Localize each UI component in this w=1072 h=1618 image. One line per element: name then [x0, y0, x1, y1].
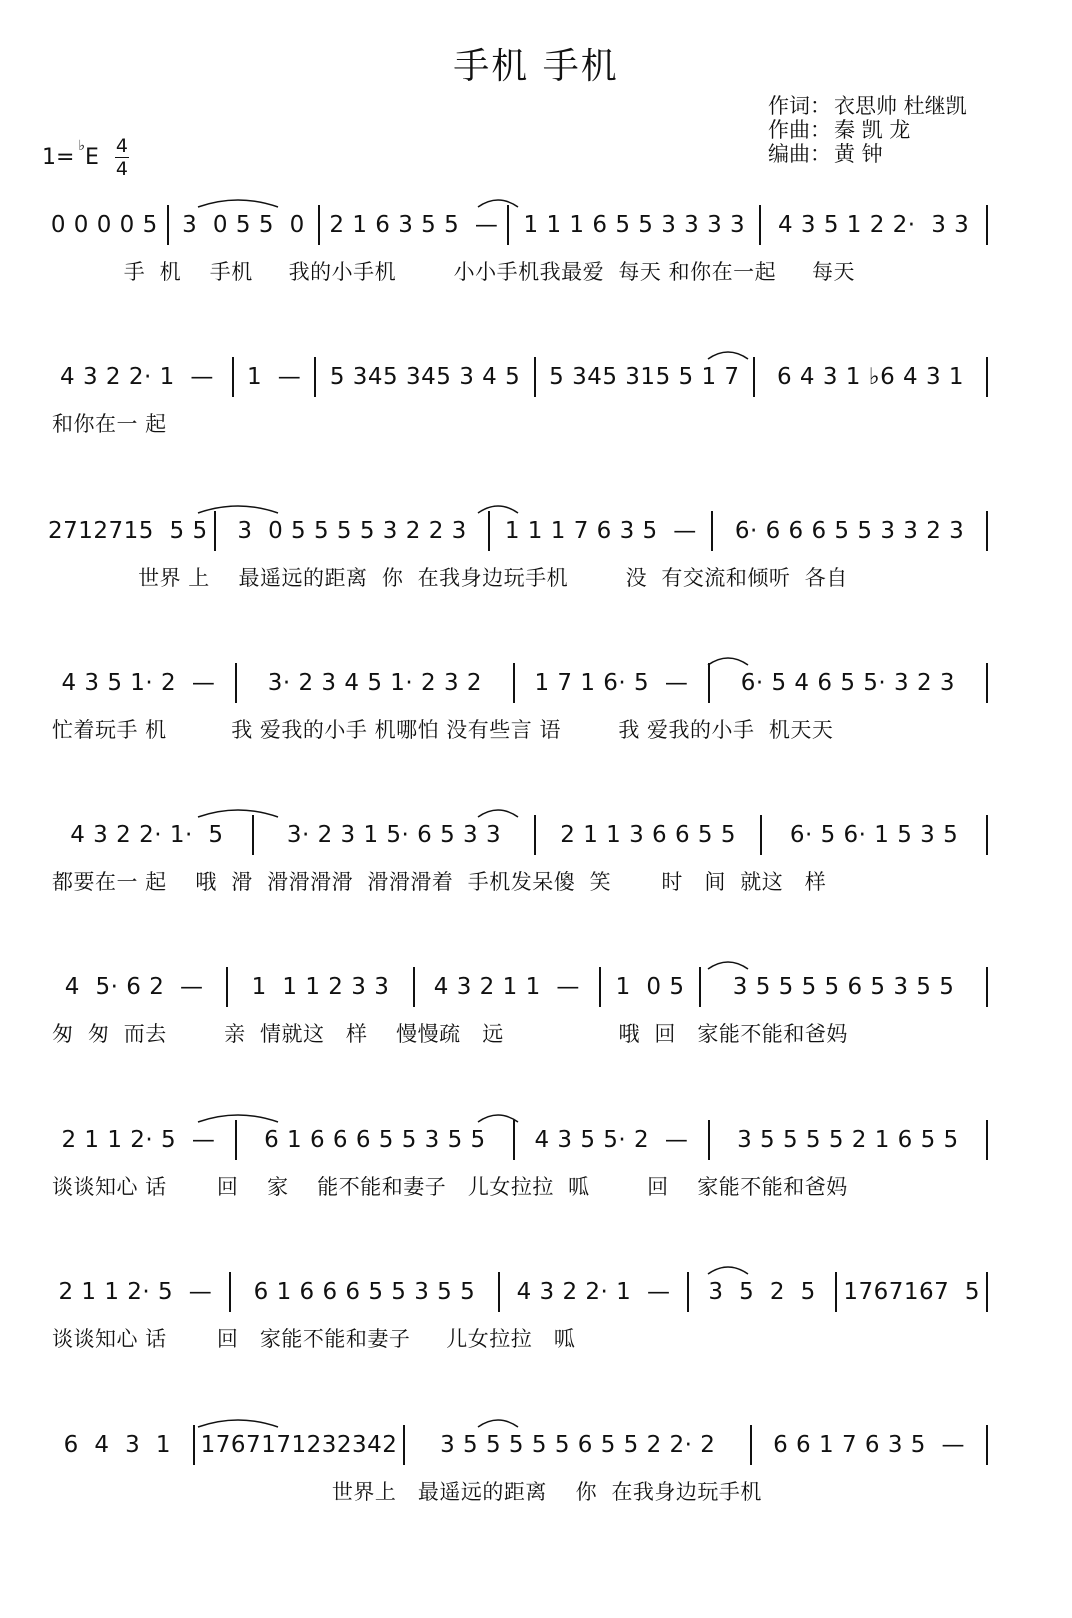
- measure: [48, 1120, 237, 1160]
- measure-notes: 1 1 1 6 5 5 3 3 3 3: [523, 212, 746, 238]
- measure: [837, 1272, 988, 1312]
- measure-notes: 6 4 3 1: [63, 1432, 172, 1458]
- notation-row: [48, 511, 988, 551]
- measure-notes: 3 0 5 5 5 5 3 2 2 3: [237, 518, 467, 544]
- measure: [701, 967, 988, 1007]
- measure-notes: 4 3 2 2· 1 —: [60, 364, 214, 390]
- measure: [316, 357, 535, 397]
- measure: [48, 357, 234, 397]
- score-system: [48, 205, 1040, 301]
- measure-notes: 6· 6 6 6 5 5 3 3 2 3: [734, 518, 965, 544]
- measure: [536, 357, 755, 397]
- key-signature: [42, 136, 129, 179]
- measure-notes: 6· 5 6· 1 5 3 5: [789, 822, 959, 848]
- measure-notes: 0 0 0 0 5: [50, 212, 158, 238]
- time-denominator: 4: [115, 158, 128, 180]
- credit-arranger: [768, 142, 998, 166]
- lyrics-line: 谈谈知心 话 回 家 能不能和妻子 儿女拉拉 呱 回 家能不能和爸妈: [52, 1175, 848, 1199]
- measure: [761, 205, 988, 245]
- notation-row: [48, 205, 988, 245]
- measure-notes: 4 3 2 2· 1 —: [516, 1279, 671, 1305]
- measure-notes: 2712715 5 5: [48, 518, 208, 544]
- notation-row: [48, 663, 988, 703]
- measure-notes: 3 5 5 5 5 6 5 3 5 5: [732, 974, 955, 1000]
- measure: [500, 1272, 689, 1312]
- measure: [48, 1272, 231, 1312]
- measure: [320, 205, 509, 245]
- measure-notes: 3· 2 3 4 5 1· 2 3 2: [267, 670, 483, 696]
- measure-notes: 3 5 2 5: [708, 1279, 816, 1305]
- measure: [237, 1120, 515, 1160]
- measure-notes: 2 1 6 3 5 5 —: [329, 212, 499, 238]
- key-prefix: 1=: [42, 145, 75, 170]
- lyrics-line: 匆 匆 而去 亲 情就这 样 慢慢疏 远 哦 回 家能不能和爸妈: [52, 1022, 848, 1046]
- notation-row: [48, 1425, 988, 1465]
- song-title: 手机 手机: [453, 46, 619, 87]
- measure-notes: 4 3 5 1 2 2· 3 3: [777, 212, 970, 238]
- measure-notes: 1767167 5: [843, 1279, 981, 1305]
- measure-notes: 3 5 5 5 5 5 6 5 5 2 2· 2: [440, 1432, 716, 1458]
- lyrics-line: 谈谈知心 话 回 家能不能和妻子 儿女拉拉 呱: [52, 1327, 576, 1351]
- measure: [515, 1120, 710, 1160]
- score-system: [48, 1272, 1040, 1368]
- measure: [48, 663, 237, 703]
- time-numerator: 4: [115, 135, 128, 157]
- key-letter: E: [85, 145, 99, 170]
- lyrics-line: 都要在一 起 哦 滑 滑滑滑滑 滑滑滑着 手机发呆傻 笑 时 间 就这 样: [52, 870, 827, 894]
- lyrics-line: 世界上 最遥远的距离 你 在我身边玩手机: [52, 1480, 762, 1504]
- measure: [755, 357, 988, 397]
- measure: [48, 205, 169, 245]
- measure-notes: 5 345 345 3 4 5: [329, 364, 521, 390]
- measure: [710, 663, 988, 703]
- credit-composer: [768, 118, 998, 142]
- measure-notes: 1 1 1 2 3 3: [251, 974, 390, 1000]
- measure-notes: 4 3 2 2· 1· 5: [70, 822, 224, 848]
- score-system: [48, 1425, 1040, 1521]
- measure-notes: 2 1 1 2· 5 —: [61, 1127, 216, 1153]
- measure-notes: 3 0 5 5 0: [182, 212, 305, 238]
- measure: [536, 815, 762, 855]
- score-system: [48, 663, 1040, 759]
- notation-row: [48, 357, 988, 397]
- lyrics-line: 手 机 手机 我的小手机 小小手机我最爱 每天 和你在一起 每天: [52, 260, 855, 284]
- lyrics-line: 和你在一 起: [52, 412, 167, 436]
- notation-row: [48, 1120, 988, 1160]
- measure: [710, 1120, 988, 1160]
- measure: [216, 511, 491, 551]
- score-system: [48, 815, 1040, 911]
- measure-notes: 6 4 3 1 ♭6 4 3 1: [776, 364, 965, 390]
- measure: [689, 1272, 837, 1312]
- measure: [169, 205, 321, 245]
- measure: [752, 1425, 988, 1465]
- measure: [231, 1272, 500, 1312]
- measure: [415, 967, 601, 1007]
- measure-notes: 4 3 2 1 1 —: [433, 974, 580, 1000]
- score-system: [48, 511, 1040, 607]
- measure: [254, 815, 536, 855]
- measure: [48, 815, 254, 855]
- measure: [509, 205, 761, 245]
- credit-role: 作曲：: [768, 118, 831, 142]
- measure: [234, 357, 316, 397]
- measure: [48, 511, 216, 551]
- measure: [405, 1425, 752, 1465]
- credit-role: 作词：: [768, 94, 831, 118]
- measure-notes: 3 5 5 5 5 2 1 6 5 5: [737, 1127, 959, 1153]
- measure: [228, 967, 414, 1007]
- notation-row: [48, 1272, 988, 1312]
- credit-name: 秦 凯 龙: [834, 118, 911, 142]
- measure: [601, 967, 701, 1007]
- measure: [48, 967, 228, 1007]
- measure-notes: 1 —: [247, 364, 302, 390]
- measure-notes: 4 3 5 5· 2 —: [534, 1127, 689, 1153]
- measure-notes: 6· 5 4 6 5 5· 3 2 3: [740, 670, 956, 696]
- measure-notes: 1767171232342: [200, 1432, 398, 1458]
- lyrics-line: 世界 上 最遥远的距离 你 在我身边玩手机 没 有交流和倾听 各自: [52, 566, 848, 590]
- score-system: [48, 357, 1040, 453]
- measure: [48, 1425, 195, 1465]
- measure-notes: 6 1 6 6 6 5 5 3 5 5: [253, 1279, 476, 1305]
- measure-notes: 6 6 1 7 6 3 5 —: [773, 1432, 966, 1458]
- measure-notes: 1 1 1 7 6 3 5 —: [504, 518, 697, 544]
- measure-notes: 4 3 5 1· 2 —: [61, 670, 216, 696]
- notation-row: [48, 967, 988, 1007]
- measure-notes: 4 5· 6 2 —: [64, 974, 204, 1000]
- measure-notes: 1 7 1 6· 5 —: [534, 670, 689, 696]
- credit-lyricist: [768, 94, 998, 118]
- measure: [713, 511, 988, 551]
- notation-row: [48, 815, 988, 855]
- time-signature: [115, 136, 129, 179]
- measure-notes: 2 1 1 2· 5 —: [58, 1279, 213, 1305]
- credit-name: 黄 钟: [834, 142, 883, 166]
- score-system: [48, 967, 1040, 1063]
- credits-block: [768, 94, 998, 166]
- measure: [490, 511, 713, 551]
- credit-name: 衣思帅 杜继凯: [834, 94, 967, 118]
- measure: [762, 815, 988, 855]
- flat-icon: ♭: [78, 137, 86, 154]
- measure-notes: 1 0 5: [615, 974, 685, 1000]
- measure-notes: 2 1 1 3 6 6 5 5: [560, 822, 737, 848]
- measure-notes: 5 345 315 5 1 7: [549, 364, 740, 390]
- measure-notes: 6 1 6 6 6 5 5 3 5 5: [264, 1127, 486, 1153]
- measure-notes: 3· 2 3 1 5· 6 5 3 3: [286, 822, 502, 848]
- measure: [515, 663, 710, 703]
- credit-role: 编曲：: [768, 142, 831, 166]
- lyrics-line: 忙着玩手 机 我 爱我的小手 机哪怕 没有些言 语 我 爱我的小手 机天天: [52, 718, 834, 742]
- measure: [237, 663, 515, 703]
- measure: [195, 1425, 406, 1465]
- score-system: [48, 1120, 1040, 1216]
